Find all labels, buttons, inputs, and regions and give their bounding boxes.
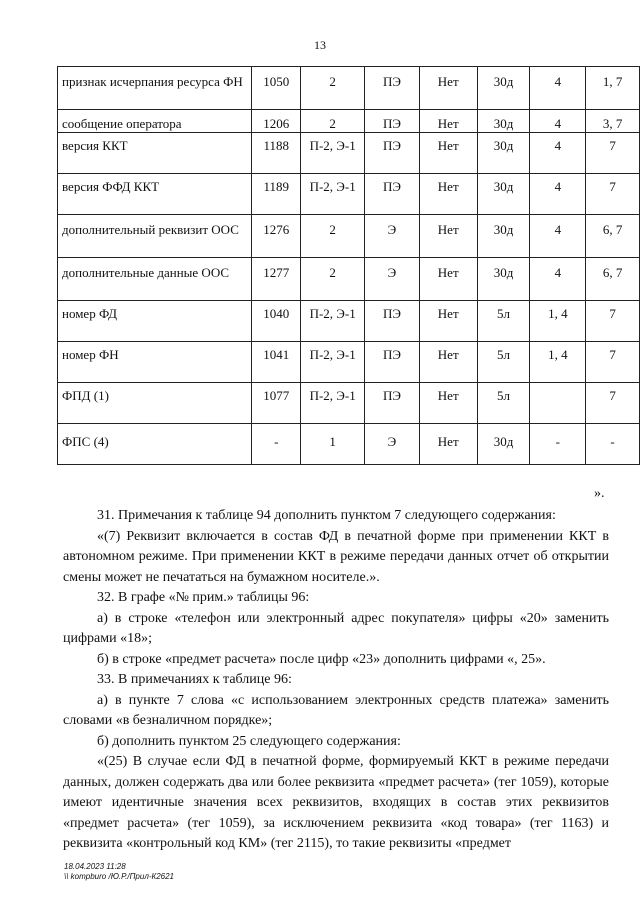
closing-quote: ». <box>594 486 605 501</box>
table-cell-period: 30д <box>477 215 530 258</box>
table-cell-length: П-2, Э-1 <box>301 174 365 215</box>
table-cell-length: 2 <box>301 67 365 110</box>
table-cell-notes: 6, 7 <box>586 258 640 301</box>
table-cell-code: 1206 <box>252 110 301 133</box>
table-cell-notes: 7 <box>586 174 640 215</box>
table-cell-period: 30д <box>477 67 530 110</box>
table-cell-required: Нет <box>419 215 477 258</box>
footer-date: 18.04.2023 11:28 <box>64 862 126 871</box>
paragraph: б) дополнить пунктом 25 следующего содержания: <box>97 733 401 749</box>
table-cell-period: 30д <box>477 110 530 133</box>
table-row <box>58 342 640 383</box>
table-row <box>58 133 640 174</box>
table-cell-format: ПЭ <box>365 342 420 383</box>
table-cell-code: 1050 <box>252 67 301 110</box>
table-cell-tables: 4 <box>530 215 586 258</box>
table-cell-code: 1040 <box>252 301 301 342</box>
table-cell-notes: 1, 7 <box>586 67 640 110</box>
paragraph: 33. В примечаниях к таблице 96: <box>97 672 292 687</box>
table-cell-notes: 7 <box>586 383 640 424</box>
table-cell-name: ФПД (1) <box>58 383 252 424</box>
table-row <box>58 215 640 258</box>
footer-stamp <box>64 862 174 882</box>
table-cell-format: Э <box>365 215 420 258</box>
table-cell-name: версия ФФД ККТ <box>58 174 252 215</box>
table-cell-format: ПЭ <box>365 174 420 215</box>
table-cell-period: 5л <box>477 301 530 342</box>
table-cell-name: сообщение оператора <box>58 110 252 133</box>
table-cell-tables: 1, 4 <box>530 342 586 383</box>
table-cell-period: 30д <box>477 133 530 174</box>
body-text <box>63 506 609 855</box>
table-cell-name: дополнительный реквизит ООС <box>58 215 252 258</box>
table-cell-length: 1 <box>301 424 365 465</box>
table-cell-required: Нет <box>419 133 477 174</box>
table-cell-name: признак исчерпания ресурса ФН <box>58 67 252 110</box>
table-cell-name: ФПС (4) <box>58 424 252 465</box>
table-row <box>58 301 640 342</box>
table-cell-period: 30д <box>477 174 530 215</box>
table-cell-tables: - <box>530 424 586 465</box>
table-cell-notes: 7 <box>586 342 640 383</box>
table-cell-period: 30д <box>477 258 530 301</box>
table-cell-code: 1077 <box>252 383 301 424</box>
table-cell-required: Нет <box>419 424 477 465</box>
requisites-table <box>57 66 640 465</box>
paragraph: а) в пункте 7 слова «с использованием электронных средств платежа» заменить словами «в безналичном порядке»; <box>63 692 609 728</box>
table-cell-code: 1189 <box>252 174 301 215</box>
table-cell-tables: 4 <box>530 110 586 133</box>
table-cell-length: 2 <box>301 215 365 258</box>
table-cell-notes: 7 <box>586 133 640 174</box>
table-cell-format: ПЭ <box>365 67 420 110</box>
page-number: 13 <box>314 38 326 52</box>
table-cell-length: П-2, Э-1 <box>301 342 365 383</box>
table-row <box>58 174 640 215</box>
table-cell-required: Нет <box>419 301 477 342</box>
paragraph: 31. Примечания к таблице 94 дополнить пунктом 7 следующего содержания: <box>97 508 556 523</box>
table-row <box>58 110 640 133</box>
table-cell-period: 5л <box>477 342 530 383</box>
table-cell-required: Нет <box>419 342 477 383</box>
table-row <box>58 424 640 465</box>
table-cell-code: 1188 <box>252 133 301 174</box>
footer-path: \\ kompburo /Ю.Р./Прил-К2621 <box>64 872 175 881</box>
table-cell-tables: 4 <box>530 67 586 110</box>
table-cell-format: ПЭ <box>365 110 420 133</box>
table-cell-tables <box>530 383 586 424</box>
table-cell-format: Э <box>365 424 420 465</box>
table-cell-tables: 4 <box>530 258 586 301</box>
table-cell-period: 5л <box>477 383 530 424</box>
table-cell-length: 2 <box>301 258 365 301</box>
paragraph: б) в строке «предмет расчета» после цифр «23» дополнить цифрами «, 25». <box>97 651 546 667</box>
table-cell-tables: 4 <box>530 174 586 215</box>
table-cell-required: Нет <box>419 383 477 424</box>
paragraph: 32. В графе «№ прим.» таблицы 96: <box>97 590 310 605</box>
table-cell-required: Нет <box>419 67 477 110</box>
table-row <box>58 258 640 301</box>
table-cell-format: ПЭ <box>365 383 420 424</box>
table-cell-name: номер ФД <box>58 301 252 342</box>
table-cell-required: Нет <box>419 110 477 133</box>
table-cell-tables: 1, 4 <box>530 301 586 342</box>
table-cell-period: 30д <box>477 424 530 465</box>
table-cell-length: П-2, Э-1 <box>301 301 365 342</box>
table-cell-name: дополнительные данные ООС <box>58 258 252 301</box>
table-cell-required: Нет <box>419 174 477 215</box>
table-cell-required: Нет <box>419 258 477 301</box>
table-cell-format: ПЭ <box>365 301 420 342</box>
table-cell-name: номер ФН <box>58 342 252 383</box>
paragraph: «(7) Реквизит включается в состав ФД в печатной форме при применении ККТ в автономном режиме. При применении ККТ в режиме передачи данных отчет об открытии смены может не печататься на бумажном носителе.». <box>63 528 609 585</box>
table-cell-code: 1041 <box>252 342 301 383</box>
table-cell-notes: - <box>586 424 640 465</box>
table-cell-length: 2 <box>301 110 365 133</box>
table-cell-length: П-2, Э-1 <box>301 383 365 424</box>
paragraph: «(25) В случае если ФД в печатной форме, формируемый ККТ в режиме передачи данных, должен содержать два или более реквизита «предмет расчета» (тег 1059), которые имеют идентичные значения всех реквизитов, входящих в состав этих реквизитов «предмет расчета» (тег 1059), за исключением реквизита «код товара» (тег 1163) и реквизита «контрольный код КМ» (тег 2115), то такие реквизиты «предмет <box>63 754 609 851</box>
table-cell-tables: 4 <box>530 133 586 174</box>
table-cell-name: версия ККТ <box>58 133 252 174</box>
table-row <box>58 67 640 110</box>
table-cell-notes: 6, 7 <box>586 215 640 258</box>
table-cell-format: ПЭ <box>365 133 420 174</box>
table-cell-notes: 7 <box>586 301 640 342</box>
table-cell-format: Э <box>365 258 420 301</box>
table-cell-code: - <box>252 424 301 465</box>
paragraph: а) в строке «телефон или электронный адрес покупателя» цифры «20» заменить цифрами «18»; <box>63 610 609 646</box>
table-cell-notes: 3, 7 <box>586 110 640 133</box>
table-cell-length: П-2, Э-1 <box>301 133 365 174</box>
table-cell-code: 1276 <box>252 215 301 258</box>
table-row <box>58 383 640 424</box>
table-cell-code: 1277 <box>252 258 301 301</box>
